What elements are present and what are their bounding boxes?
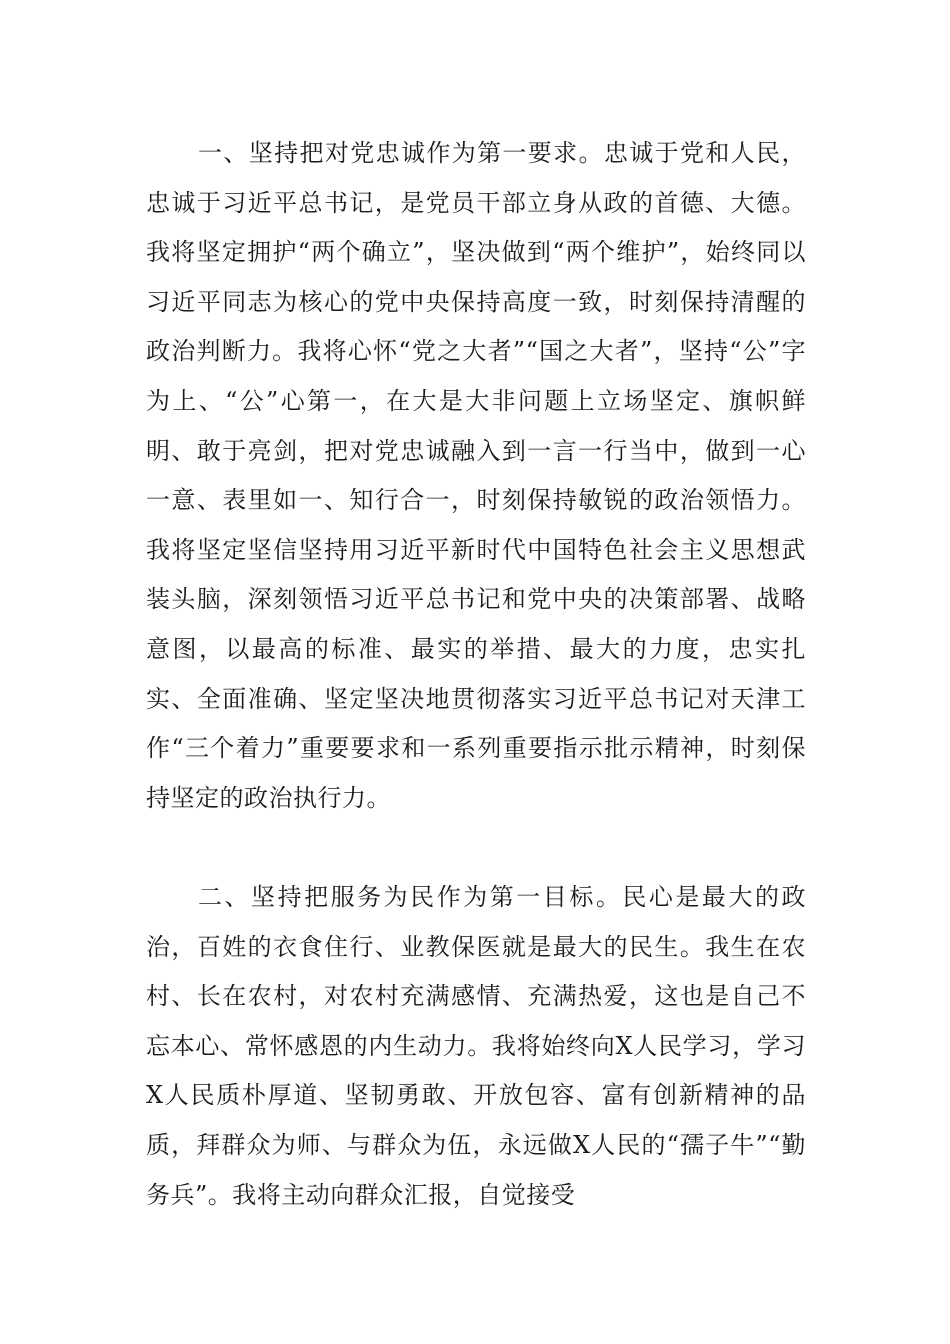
paragraph-loyalty: 一、坚持把对党忠诚作为第一要求。忠诚于党和人民，忠诚于习近平总书记，是党员干部立身从政的首德、大德。我将坚定拥护“两个确立”，坚决做到“两个维护”，始终同以习近平同志为核心的党中央保持高度一致，时刻保持清醒的政治判断力。我将心怀“党之大者”“国之大者”，坚持“公”字为上、“公”心第一，在大是大非问题上立场坚定、旗帜鲜明、敢于亮剑，把对党忠诚融入到一言一行当中，做到一心一意、表里如一、知行合一，时刻保持敏锐的政治领悟力。我将坚定坚信坚持用习近平新时代中国特色社会主义思想武装头脑，深刻领悟习近平总书记和党中央的决策部署、战略意图，以最高的标准、最实的举措、最大的力度，忠实扎实、全面准确、坚定坚决地贯彻落实习近平总书记对天津工作“三个着力”重要要求和一系列重要指示批示精神，时刻保持坚定的政治执行力。 [146,139,806,812]
paragraph-serve-people: 二、坚持把服务为民作为第一目标。民心是最大的政治，百姓的衣食住行、业教保医就是最大的民生。我生在农村、长在农村，对农村充满感情、充满热爱，这也是自己不忘本心、常怀感恩的内生动力。我将始终向X人民学习，学习X人民质朴厚道、坚韧勇敢、开放包容、富有创新精神的品质，拜群众为师、与群众为伍，永远做X人民的“孺子牛”“勤务兵”。我将主动向群众汇报，自觉接受 [146,883,806,1209]
